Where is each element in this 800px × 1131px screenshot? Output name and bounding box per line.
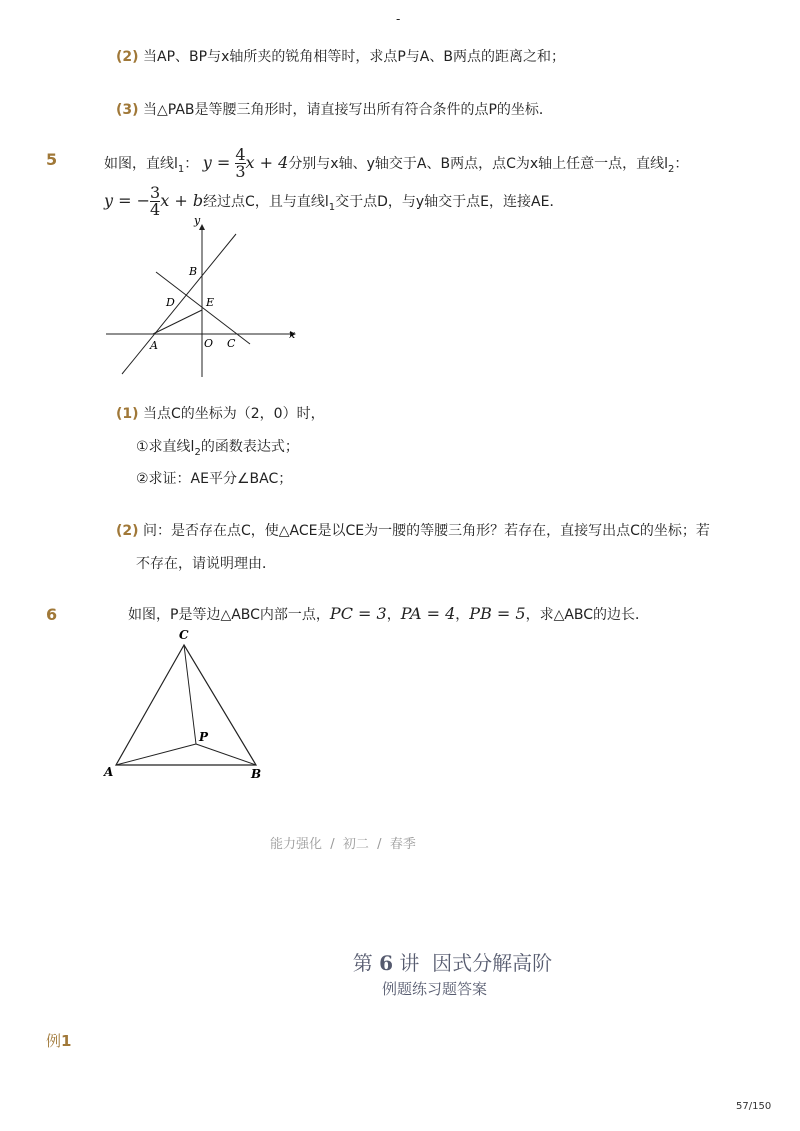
q6-text xyxy=(128,604,649,624)
q5-sub2-line1: 问：是否存在点C，使△ACE是以CE为一腰的等腰三角形？若存在，直接写出点C的坐标；若 xyxy=(143,523,710,539)
q5-line2-b: 交于点D，与y轴交于点E，连接AE． xyxy=(335,194,564,210)
q4-sub2 xyxy=(116,46,565,66)
q5-sub2-num: (2) xyxy=(116,523,139,539)
label-y: y xyxy=(194,214,201,227)
q5-eq2-rest: x + b xyxy=(160,191,204,210)
q6-figure xyxy=(100,625,280,785)
q5-l2-sub: 2 xyxy=(668,163,675,175)
q6-sep1: ， xyxy=(386,607,401,623)
q6-text-post: ，求△ABC的边长． xyxy=(525,607,650,623)
q5-sub1-i-sub: 2 xyxy=(194,446,201,458)
label-d: D xyxy=(166,296,175,309)
page-number: 57/150 xyxy=(736,1101,772,1112)
q4-sub3-num: (3) xyxy=(116,102,139,118)
q5-eq2-den: 4 xyxy=(150,200,161,219)
subtitle: 例题练习题答案 xyxy=(382,980,488,998)
q6-pa: PA = 4 xyxy=(400,604,456,623)
q5-sub2-line2: 不存在，请说明理由． xyxy=(136,556,276,572)
q6-pc: PC = 3 xyxy=(329,604,387,623)
footer-mark: 能力强化 / 初二 / 春季 xyxy=(270,837,416,852)
segment-pb xyxy=(196,744,256,765)
q5-eq2 xyxy=(104,183,204,219)
q5-sub1 xyxy=(116,403,325,423)
q5-eq1-rest: x + 4 xyxy=(245,153,289,172)
q4-sub3 xyxy=(116,99,553,119)
segment-pc xyxy=(184,645,196,744)
segment-pa xyxy=(116,744,196,765)
example-pre: 例 xyxy=(46,1032,62,1050)
label-o: O xyxy=(204,337,214,350)
lecture-pre: 第 xyxy=(352,951,380,975)
top-dash: - xyxy=(396,12,401,26)
q5-eq1-frac xyxy=(235,147,245,180)
q5-line1 xyxy=(104,142,688,184)
label-c: C xyxy=(227,337,236,350)
q4-sub2-num: (2) xyxy=(116,49,139,65)
q5-line1-end: ： xyxy=(674,156,689,172)
q5-sub1-i xyxy=(136,436,299,458)
label-c: C xyxy=(179,628,189,642)
example-num: 1 xyxy=(61,1032,72,1050)
q5-line1-pre: 如图，直线l xyxy=(104,156,178,172)
q4-sub3-text: 当△PAB是等腰三角形时，请直接写出所有符合条件的点P的坐标． xyxy=(143,102,553,118)
q6-pb: PB = 5 xyxy=(469,604,526,623)
q5-line2-a: 经过点C，且与直线l xyxy=(203,194,329,210)
q4-sub2-text: 当AP、BP与x轴所夹的锐角相等时，求点P与A、B两点的距离之和； xyxy=(143,49,565,65)
q6-sep2: ， xyxy=(455,607,470,623)
label-a: A xyxy=(104,765,114,779)
lecture-num: 6 xyxy=(379,951,393,975)
q5-eq1 xyxy=(202,145,289,181)
q6-text-pre: 如图，P是等边△ABC内部一点， xyxy=(128,607,330,623)
q5-eq1-den: 3 xyxy=(235,162,246,181)
q5-sub1-i-pre: ①求直线l xyxy=(136,439,195,455)
label-b: B xyxy=(189,265,198,278)
example-label xyxy=(46,1030,71,1051)
q6-number: 6 xyxy=(46,605,58,624)
q5-sub1-text: 当点C的坐标为（2，0）时， xyxy=(143,406,325,422)
q5-sub1-i-post: 的函数表达式； xyxy=(200,439,299,455)
q5-eq1-num: 4 xyxy=(235,145,246,164)
label-p: P xyxy=(199,730,209,744)
label-b: B xyxy=(251,767,262,781)
q5-l1-sub: 1 xyxy=(177,163,185,175)
q5-line1-post: 分别与x轴、y轴交于A、B两点，点C为x轴上任意一点，直线l xyxy=(288,156,669,172)
lecture-title xyxy=(340,923,552,976)
q5-l1-sub-2: 1 xyxy=(328,201,336,213)
q5-line1-colon: ： xyxy=(184,156,199,172)
q5-eq2-lhs: y = − xyxy=(104,191,151,210)
q5-sub2 xyxy=(116,520,710,540)
label-a: A xyxy=(150,339,158,352)
q5-sub1-num: (1) xyxy=(116,406,139,422)
q5-eq1-lhs: y = xyxy=(202,153,236,172)
q5-figure xyxy=(100,212,310,382)
q5-sub1-ii: ②求证：AE平分∠BAC； xyxy=(136,471,293,487)
segment-ae xyxy=(153,310,202,334)
lecture-post: 讲 因式分解高阶 xyxy=(393,951,553,975)
label-x: x xyxy=(289,328,296,341)
line-l1 xyxy=(122,234,236,374)
label-e: E xyxy=(206,296,215,309)
q5-eq2-num: 3 xyxy=(150,183,161,202)
q5-number: 5 xyxy=(46,150,58,169)
